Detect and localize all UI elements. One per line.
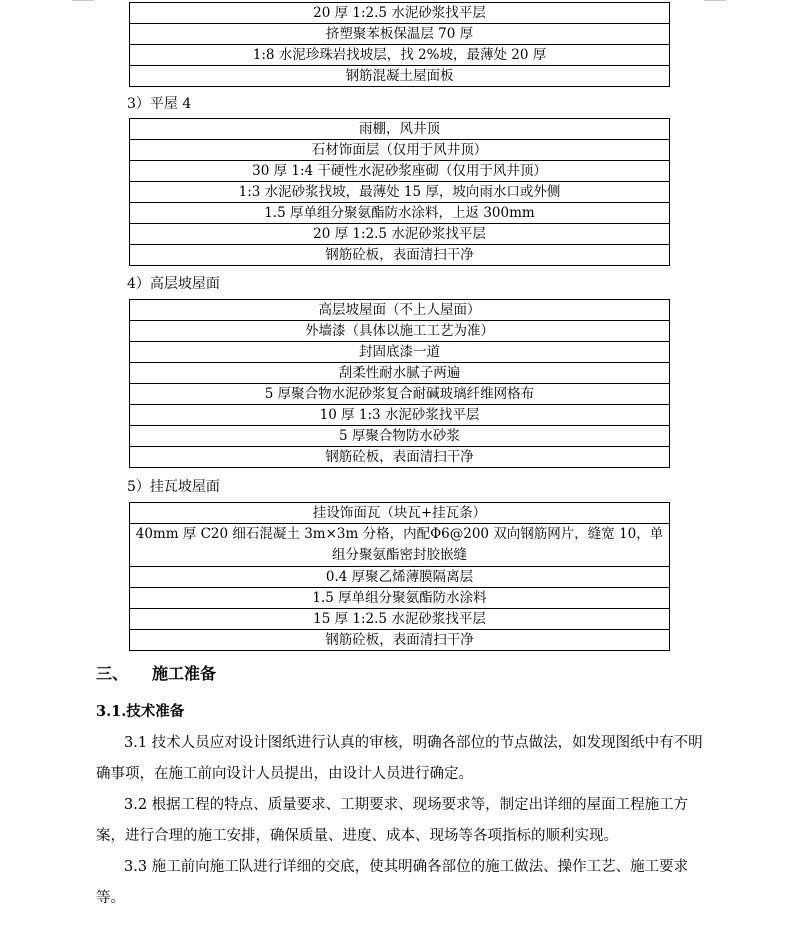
- table-row: [130, 405, 670, 426]
- layer-cell: 高层坡屋面（不上人屋面）: [130, 300, 670, 321]
- section-number: 三、: [96, 664, 129, 683]
- layer-cell: 1.5 厚单组分聚氨酯防水涂料，上返 300mm: [130, 203, 670, 224]
- table-row: [130, 245, 670, 266]
- layer-cell: 钢筋砼板，表面清扫干净: [130, 630, 670, 651]
- layer-table-tile-slope-roof: [129, 502, 670, 651]
- table-row: [130, 45, 670, 66]
- layer-cell: 15 厚 1:2.5 水泥砂浆找平层: [130, 609, 670, 630]
- table-row: [130, 182, 670, 203]
- layer-cell: 钢筋混凝土屋面板: [130, 66, 670, 87]
- layer-cell: 封固底漆一道: [130, 342, 670, 363]
- table-row: [130, 140, 670, 161]
- layer-cell: 20 厚 1:2.5 水泥砂浆找平层: [130, 3, 670, 24]
- layer-cell: 1.5 厚单组分聚氨酯防水涂料: [130, 588, 670, 609]
- table-row: [130, 384, 670, 405]
- subsection-heading: 3.1.技术准备: [96, 703, 185, 720]
- layer-cell: 1:8 水泥珍珠岩找坡层，找 2%坡，最薄处 20 厚: [130, 45, 670, 66]
- layer-cell: 40mm 厚 C20 细石混凝土 3m×3m 分格，内配Φ6@200 双向钢筋网片，缝宽 10，单组分聚氨酯密封胶嵌缝: [130, 524, 670, 567]
- page-corner-mark-right: [704, 0, 726, 1]
- table-row: [130, 447, 670, 468]
- table-row: [130, 363, 670, 384]
- layer-cell: 0.4 厚聚乙烯薄膜隔离层: [130, 567, 670, 588]
- layer-cell: 钢筋砼板，表面清扫干净: [130, 447, 670, 468]
- section-heading: [96, 663, 216, 685]
- table-row: [130, 66, 670, 87]
- table-row: [130, 161, 670, 182]
- table-row: [130, 342, 670, 363]
- layer-table-flat-roof-4: [129, 118, 670, 266]
- table-row: [130, 300, 670, 321]
- table-row: [130, 588, 670, 609]
- layer-cell: 挂设饰面瓦（块瓦+挂瓦条）: [130, 503, 670, 524]
- paragraph-3-1: 3.1 技术人员应对设计图纸进行认真的审核，明确各部位的节点做法，如发现图纸中有不明确事项，在施工前向设计人员提出，由设计人员进行确定。: [96, 735, 703, 782]
- subsection-label-tile-slope-roof: 5）挂瓦坡屋面: [127, 479, 220, 495]
- table-row: [130, 609, 670, 630]
- page-corner-mark-left: [72, 0, 94, 1]
- layer-cell: 1:3 水泥砂浆找坡，最薄处 15 厚，坡向雨水口或外侧: [130, 182, 670, 203]
- table-row: [130, 630, 670, 651]
- layer-cell: 钢筋砼板，表面清扫干净: [130, 245, 670, 266]
- layer-cell: 10 厚 1:3 水泥砂浆找平层: [130, 405, 670, 426]
- table-row: [130, 203, 670, 224]
- table-row: [130, 24, 670, 45]
- paragraph-3-2: 3.2 根据工程的特点、质量要求、工期要求、现场要求等，制定出详细的屋面工程施工方案，进行合理的施工安排，确保质量、进度、成本、现场等各项指标的顺利实现。: [96, 797, 689, 844]
- table-row: [130, 224, 670, 245]
- layer-cell: 5 厚聚合物防水砂浆: [130, 426, 670, 447]
- layer-cell: 雨棚，风井顶: [130, 119, 670, 140]
- section-title: 施工准备: [152, 664, 217, 683]
- table-row: [130, 524, 670, 567]
- table-row: [130, 503, 670, 524]
- subsection-label-flat-roof-4: 3）平屋 4: [127, 96, 192, 112]
- layer-cell: 挤塑聚苯板保温层 70 厚: [130, 24, 670, 45]
- layer-cell: 刮柔性耐水腻子两遍: [130, 363, 670, 384]
- paragraph-3-3: 3.3 施工前向施工队进行详细的交底，使其明确各部位的施工做法、操作工艺、施工要求等。: [96, 859, 689, 906]
- layer-cell: 30 厚 1:4 干硬性水泥砂浆座砌（仅用于风井顶）: [130, 161, 670, 182]
- layer-cell: 20 厚 1:2.5 水泥砂浆找平层: [130, 224, 670, 245]
- layer-cell: 石材饰面层（仅用于风井顶）: [130, 140, 670, 161]
- layer-cell: 5 厚聚合物水泥砂浆复合耐碱玻璃纤维网格布: [130, 384, 670, 405]
- table-row: [130, 119, 670, 140]
- table-row: [130, 567, 670, 588]
- table-row: [130, 3, 670, 24]
- layer-table-high-slope-roof: [129, 299, 670, 468]
- table-row: [130, 321, 670, 342]
- layer-cell: 外墙漆（具体以施工工艺为准）: [130, 321, 670, 342]
- subsection-label-high-slope-roof: 4）高层坡屋面: [127, 276, 220, 292]
- layer-table-roof-3-continued: [129, 2, 670, 87]
- table-row: [130, 426, 670, 447]
